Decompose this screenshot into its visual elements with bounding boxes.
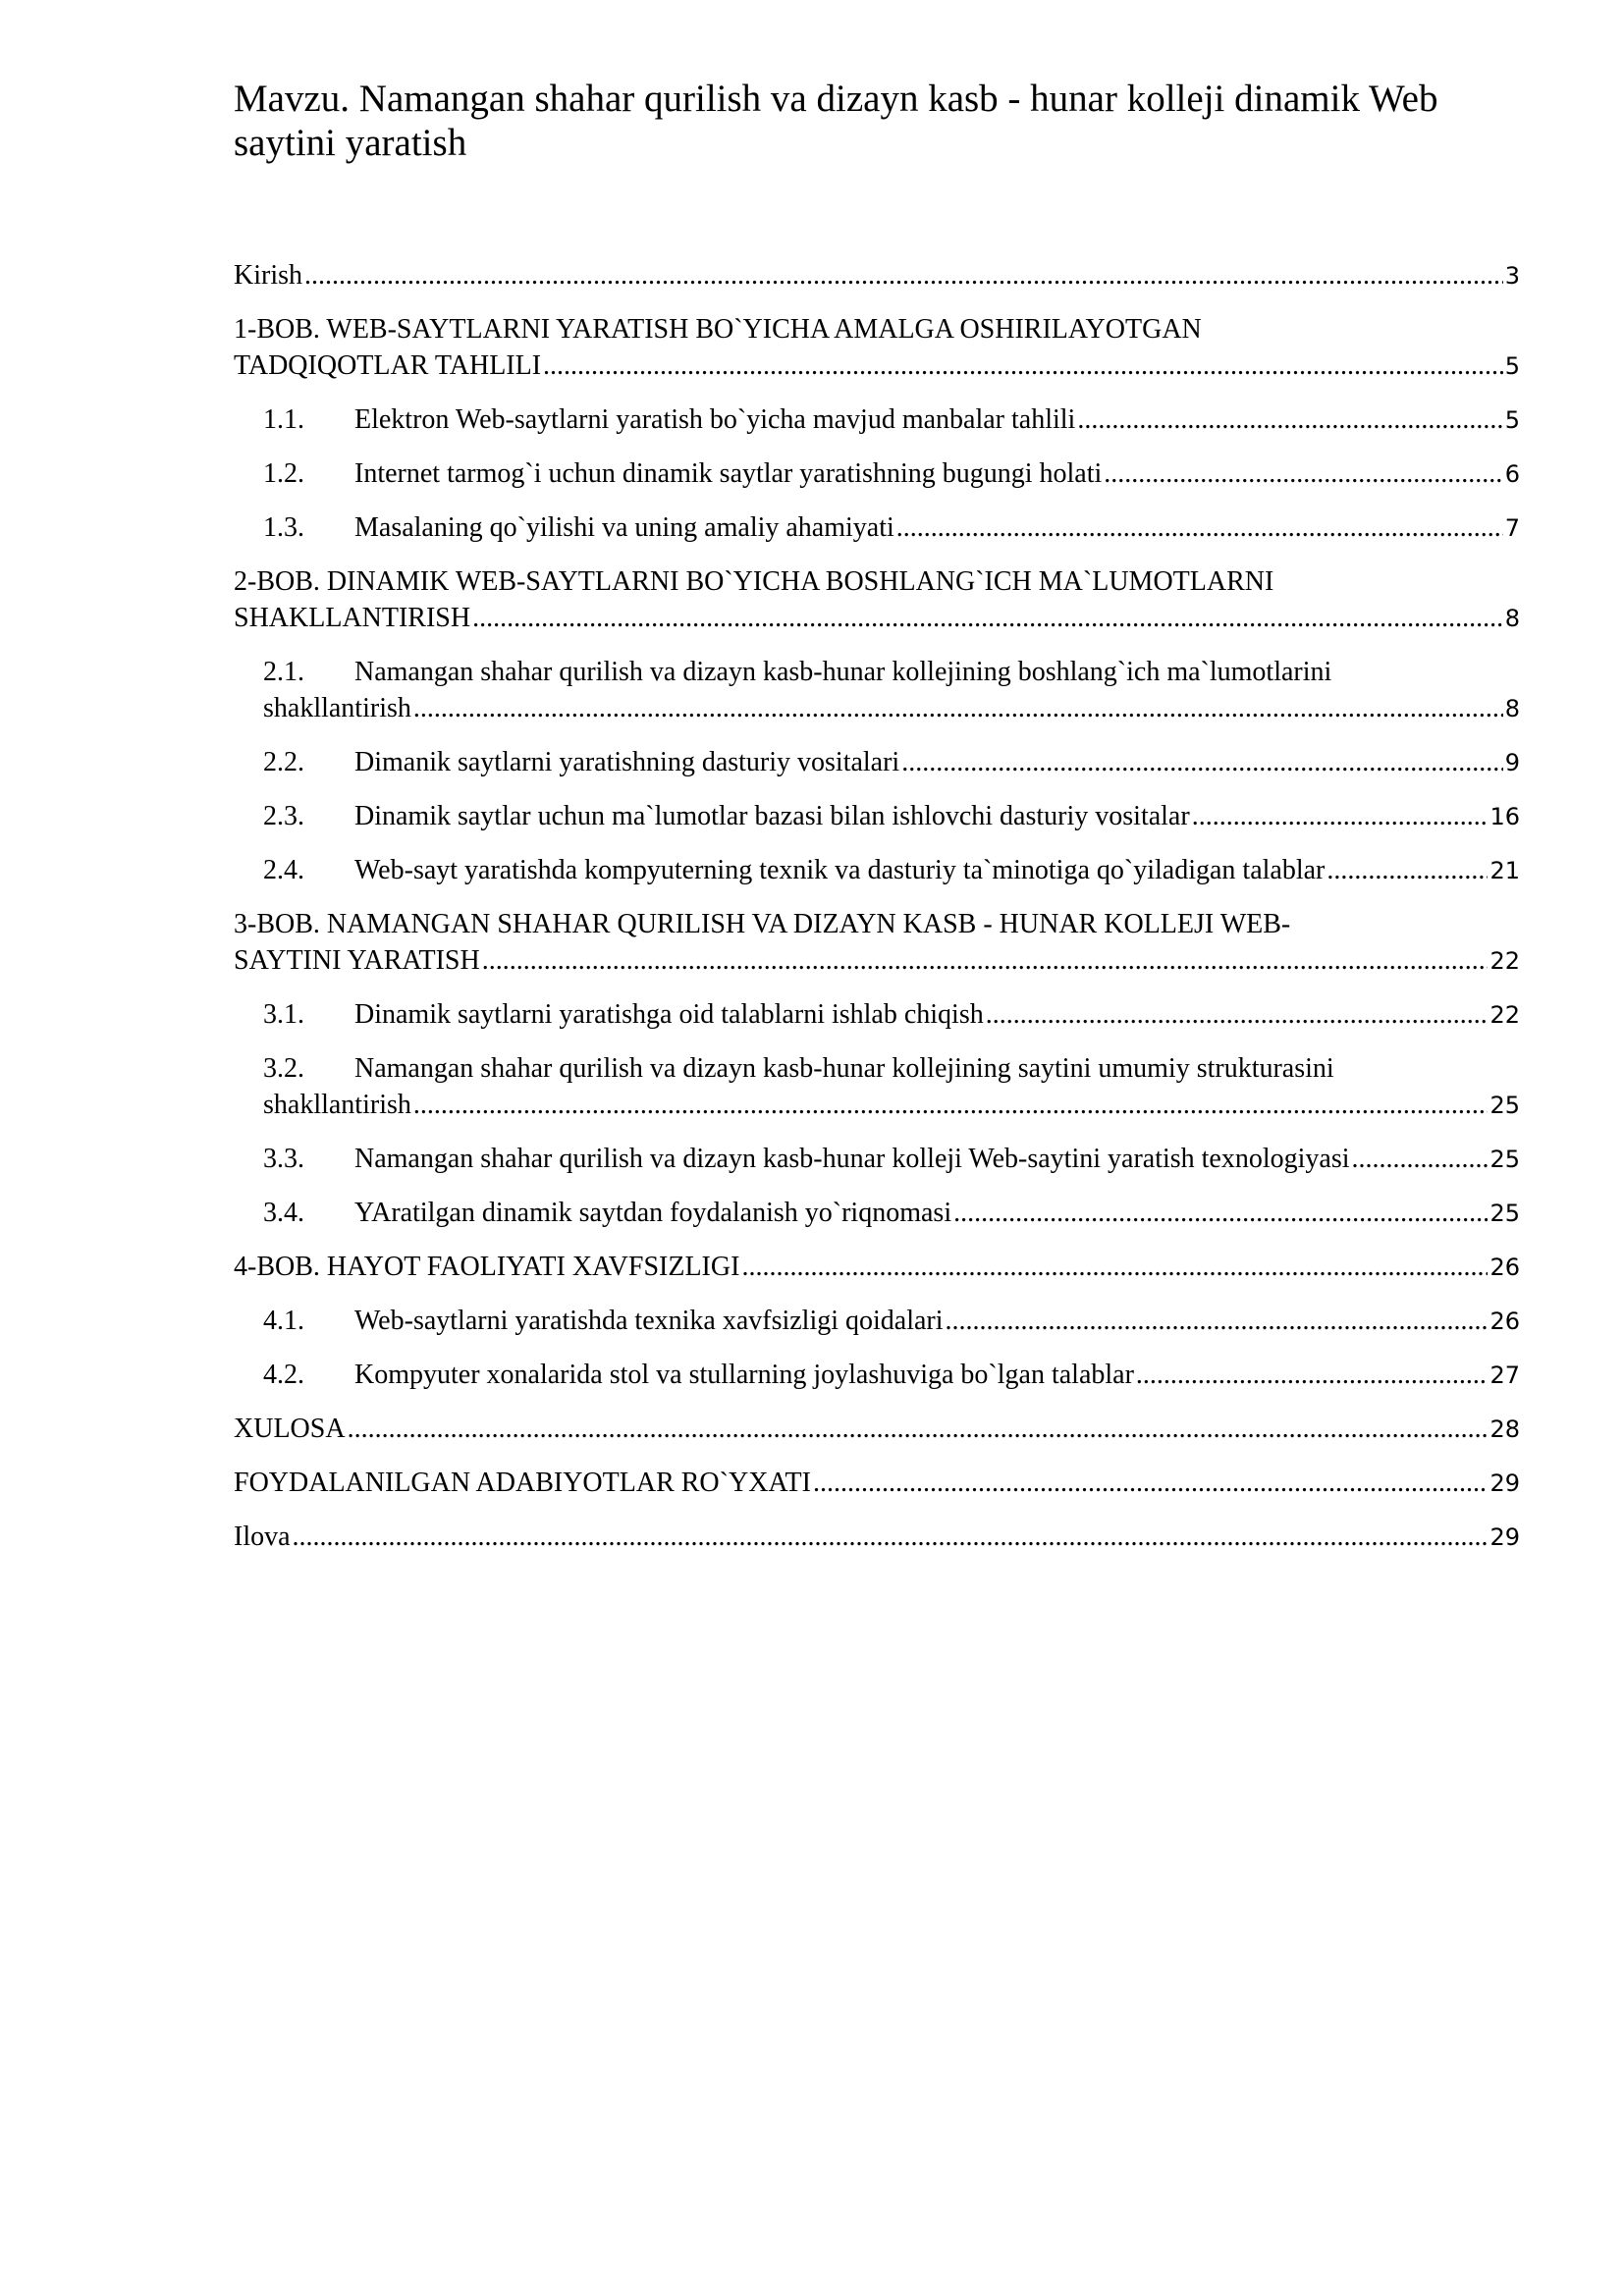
toc-dot-leader [348, 1411, 1489, 1447]
toc-entry-title: shakllantirish [263, 693, 411, 723]
toc-entry-title: SAYTINI YARATISH [234, 945, 480, 976]
toc-entry[interactable] [234, 1141, 1520, 1178]
toc-entry-title: Namangan shahar qurilish va dizayn kasb-hunar kolleji Web-saytini yaratish texnologiyasi [354, 1144, 1350, 1174]
toc-entry[interactable] [234, 906, 1520, 980]
toc-page-number: 5 [1504, 406, 1520, 434]
toc-entry[interactable] [234, 401, 1520, 439]
toc-entry-number: 3.1. [263, 999, 304, 1030]
toc-entry[interactable] [234, 654, 1520, 727]
toc-entry-title: SHAKLLANTIRISH [234, 603, 471, 633]
toc-page-number: 25 [1489, 1200, 1520, 1227]
toc-page-number: 22 [1489, 1001, 1520, 1029]
toc-entry[interactable] [234, 1303, 1520, 1340]
toc-entry[interactable] [234, 1249, 1520, 1286]
toc-entry-title: TADQIQOTLAR TAHLILI [234, 350, 542, 381]
toc-entry-title: shakllantirish [263, 1090, 411, 1120]
document-title: Mavzu. Namangan shahar qurilish va dizayn kasb - hunar kolleji dinamik Web saytini yaratish [234, 78, 1438, 164]
toc-entry-title-first-line: 2-BOB. DINAMIK WEB-SAYTLARNI BO`YICHA BOSHLANG`ICH MA`LUMOTLARNI [234, 566, 1274, 597]
toc-dot-leader [304, 257, 1503, 294]
toc-entry[interactable] [234, 1050, 1520, 1124]
toc-entry-title-first-line: Namangan shahar qurilish va dizayn kasb-hunar kollejining saytini umumiy strukturasini [354, 1053, 1334, 1084]
toc-entry-title-first-line: 1-BOB. WEB-SAYTLARNI YARATISH BO`YICHA AMALGA OSHIRILAYOTGAN [234, 314, 1202, 345]
toc-page-number: 6 [1504, 460, 1520, 488]
toc-entry-number: 2.3. [263, 801, 304, 831]
table-of-contents [234, 257, 1520, 1573]
toc-dot-leader [741, 1249, 1488, 1285]
toc-page-number: 8 [1504, 605, 1520, 632]
toc-dot-leader [896, 509, 1503, 546]
toc-page-number: 26 [1489, 1308, 1520, 1335]
toc-entry-number: 1.3. [263, 512, 304, 543]
toc-entry-title: Dinamik saytlarni yaratishga oid talablarni ishlab chiqish [354, 999, 984, 1030]
toc-entry-title-first-line: Namangan shahar qurilish va dizayn kasb-hunar kollejining boshlang`ich ma`lumotlarini [354, 657, 1332, 687]
toc-entry[interactable] [234, 852, 1520, 889]
toc-dot-leader [413, 690, 1503, 726]
toc-entry-title: Ilova [234, 1522, 291, 1552]
toc-entry[interactable] [234, 509, 1520, 547]
toc-page-number: 28 [1489, 1415, 1520, 1443]
toc-entry[interactable] [234, 563, 1520, 637]
toc-page-number: 29 [1489, 1469, 1520, 1497]
toc-entry-number: 1.1. [263, 404, 304, 435]
toc-dot-leader [901, 744, 1503, 780]
toc-dot-leader [413, 1087, 1489, 1123]
toc-dot-leader [1104, 455, 1502, 492]
toc-page-number: 21 [1489, 857, 1520, 884]
toc-entry-title: Internet tarmog`i uchun dinamik saytlar yaratishning bugungi holati [354, 458, 1103, 489]
toc-entry-number: 4.2. [263, 1360, 304, 1390]
toc-entry-title: 4-BOB. HAYOT FAOLIYATI XAVFSIZLIGI [234, 1252, 740, 1282]
toc-entry-title: YAratilgan dinamik saytdan foydalanish yo`riqnomasi [354, 1198, 952, 1228]
toc-dot-leader [1136, 1357, 1489, 1393]
toc-entry-number: 2.2. [263, 747, 304, 777]
toc-dot-leader [543, 347, 1503, 384]
toc-entry-number: 2.1. [263, 657, 304, 687]
toc-entry-number: 3.2. [263, 1053, 304, 1084]
toc-dot-leader [813, 1465, 1488, 1501]
toc-entry[interactable] [234, 1195, 1520, 1232]
toc-entry[interactable] [234, 1357, 1520, 1394]
toc-entry-title: XULOSA [234, 1414, 346, 1444]
toc-dot-leader [1192, 798, 1489, 834]
toc-entry-number: 3.3. [263, 1144, 304, 1174]
toc-entry-title: Elektron Web-saytlarni yaratish bo`yicha mavjud manbalar tahlili [354, 404, 1076, 435]
toc-page-number: 26 [1489, 1254, 1520, 1281]
toc-entry-title: Web-saytlarni yaratishda texnika xavfsizligi qoidalari [354, 1306, 944, 1336]
toc-entry-title: Kirish [234, 260, 302, 291]
toc-entry[interactable] [234, 1465, 1520, 1502]
toc-page-number: 9 [1504, 749, 1520, 776]
toc-entry[interactable] [234, 744, 1520, 781]
toc-dot-leader [1077, 401, 1502, 438]
toc-page-number: 25 [1489, 1092, 1520, 1119]
toc-page-number: 27 [1489, 1362, 1520, 1389]
toc-page-number: 29 [1489, 1523, 1520, 1551]
toc-page-number: 5 [1504, 352, 1520, 380]
toc-dot-leader [482, 942, 1489, 979]
toc-entry[interactable] [234, 798, 1520, 835]
toc-entry-title: Kompyuter xonalarida stol va stullarning joylashuviga bo`lgan talablar [354, 1360, 1134, 1390]
toc-page-number: 16 [1489, 803, 1520, 830]
toc-dot-leader [1326, 852, 1488, 888]
toc-dot-leader [293, 1519, 1489, 1555]
toc-dot-leader [946, 1303, 1489, 1339]
toc-dot-leader [986, 996, 1489, 1033]
toc-entry[interactable] [234, 996, 1520, 1034]
toc-entry[interactable] [234, 1411, 1520, 1448]
toc-entry[interactable] [234, 311, 1520, 385]
toc-entry-number: 2.4. [263, 855, 304, 885]
toc-page-number: 25 [1489, 1146, 1520, 1173]
toc-entry-title: Dimanik saytlarni yaratishning dasturiy vositalari [354, 747, 900, 777]
toc-entry-number: 4.1. [263, 1306, 304, 1336]
toc-page-number: 3 [1504, 262, 1520, 290]
toc-entry-title: Web-sayt yaratishda kompyuterning texnik va dasturiy ta`minotiga qo`yiladigan talablar [354, 855, 1326, 885]
toc-dot-leader [953, 1195, 1488, 1231]
toc-page-number: 8 [1504, 695, 1520, 722]
toc-entry[interactable] [234, 1519, 1520, 1556]
toc-entry-number: 1.2. [263, 458, 304, 489]
toc-page-number: 22 [1489, 947, 1520, 975]
toc-page-number: 7 [1504, 514, 1520, 542]
toc-dot-leader [1352, 1141, 1489, 1177]
toc-entry-title: Dinamik saytlar uchun ma`lumotlar bazasi bilan ishlovchi dasturiy vositalar [354, 801, 1190, 831]
toc-entry-title-first-line: 3-BOB. NAMANGAN SHAHAR QURILISH VA DIZAYN KASB - HUNAR KOLLEJI WEB- [234, 909, 1291, 939]
toc-entry-title: FOYDALANILGAN ADABIYOTLAR RO`YXATI [234, 1468, 811, 1498]
toc-dot-leader [472, 600, 1503, 636]
toc-entry-title: Masalaning qo`yilishi va uning amaliy ahamiyati [354, 512, 894, 543]
toc-entry-number: 3.4. [263, 1198, 304, 1228]
toc-entry[interactable] [234, 257, 1520, 294]
toc-entry[interactable] [234, 455, 1520, 493]
